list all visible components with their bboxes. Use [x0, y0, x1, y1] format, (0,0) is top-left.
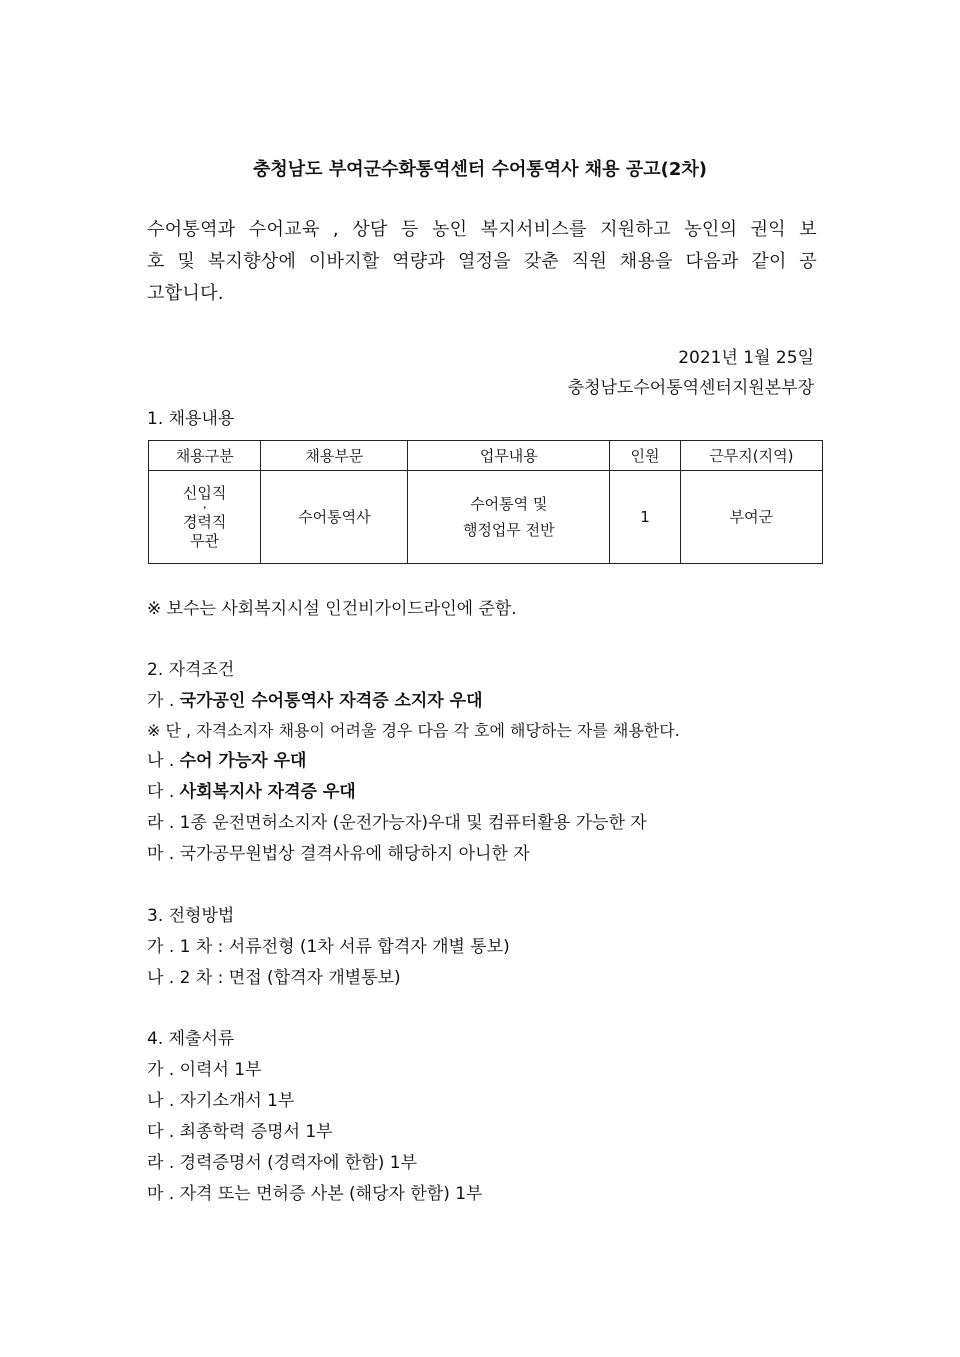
- count-cell: 1: [610, 471, 681, 564]
- section-heading-recruitment: 1. 채용내용: [147, 409, 235, 429]
- selection-item: 가 . 1 차 : 서류전형 (1차 서류 합격자 개별 통보): [147, 937, 510, 957]
- document-item: 나 . 자기소개서 1부: [147, 1091, 295, 1111]
- type-line: 신입직: [182, 483, 227, 502]
- document-item: 라 . 경력증명서 (경력자에 한함) 1부: [147, 1153, 417, 1173]
- selection-item: 나 . 2 차 : 면접 (합격자 개별통보): [147, 968, 401, 988]
- item-text: 1종 운전면허소지자 (운전가능자)우대 및 컴퓨터활용 가능한 자: [179, 813, 647, 833]
- document-item: 마 . 자격 또는 면허증 사본 (해당자 한함) 1부: [147, 1184, 483, 1204]
- item-prefix: 라 .: [147, 813, 180, 833]
- duty-line: 수어통역 및: [470, 495, 548, 513]
- qualification-item: [147, 808, 647, 833]
- qualification-note: ※ 단 , 자격소지자 채용이 어려울 경우 다음 각 호에 해당하는 자를 채용한다.: [147, 721, 680, 740]
- header-cell: 채용구분: [149, 441, 261, 471]
- header-cell: 근무지(지역): [680, 441, 822, 471]
- qualification-item: [147, 746, 306, 771]
- item-prefix: 다 .: [147, 782, 180, 802]
- item-text: 사회복지사 자격증 우대: [179, 782, 356, 802]
- section-heading-qualifications: 2. 자격조건: [147, 660, 235, 680]
- type-line: 무관: [190, 531, 220, 550]
- table-row: [149, 471, 823, 564]
- type-line: ·: [202, 498, 208, 517]
- section-heading-documents: 4. 제출서류: [147, 1029, 235, 1049]
- type-cell: [149, 471, 261, 564]
- section-heading-selection: 3. 전형방법: [147, 906, 235, 926]
- issuer-name: 충청남도수어통역센터지원본부장: [567, 378, 814, 398]
- qualification-item: [147, 686, 483, 711]
- qualification-item: [147, 777, 356, 802]
- item-text: 국가공인 수어통역사 자격증 소지자 우대: [179, 691, 483, 711]
- item-text: 국가공무원법상 결격사유에 해당하지 아니한 자: [179, 844, 530, 864]
- item-prefix: 마 .: [147, 844, 180, 864]
- salary-note: ※ 보수는 사회복지시설 인건비가이드라인에 준함.: [147, 599, 517, 619]
- qualification-item: [147, 839, 530, 864]
- intro-paragraph: 수어통역과 수어교육 , 상담 등 농인 복지서비스를 지원하고 농인의 권익 보호 및 복지향상에 이바지할 역량과 열정을 갖춘 직원 채용을 다음과 같이 공고합니다.: [147, 219, 817, 304]
- type-line: 경력직: [182, 512, 227, 531]
- duty-cell: [408, 471, 610, 564]
- document-item: 가 . 이력서 1부: [147, 1060, 262, 1080]
- document-item: 다 . 최종학력 증명서 1부: [147, 1122, 333, 1142]
- recruitment-table: [148, 440, 823, 564]
- header-cell: 업무내용: [408, 441, 610, 471]
- header-cell: 인원: [610, 441, 681, 471]
- item-prefix: 나 .: [147, 751, 180, 771]
- document-title: 충청남도 부여군수화통역센터 수어통역사 채용 공고(2차): [253, 159, 707, 180]
- duty-line: 행정업무 전반: [462, 521, 555, 539]
- item-prefix: 가 .: [147, 691, 180, 711]
- header-cell: 채용부문: [261, 441, 408, 471]
- field-cell: 수어통역사: [261, 471, 408, 564]
- location-cell: 부여군: [680, 471, 822, 564]
- item-text: 수어 가능자 우대: [179, 751, 307, 771]
- table-header-row: [149, 441, 823, 471]
- notice-date: 2021년 1월 25일: [678, 348, 814, 368]
